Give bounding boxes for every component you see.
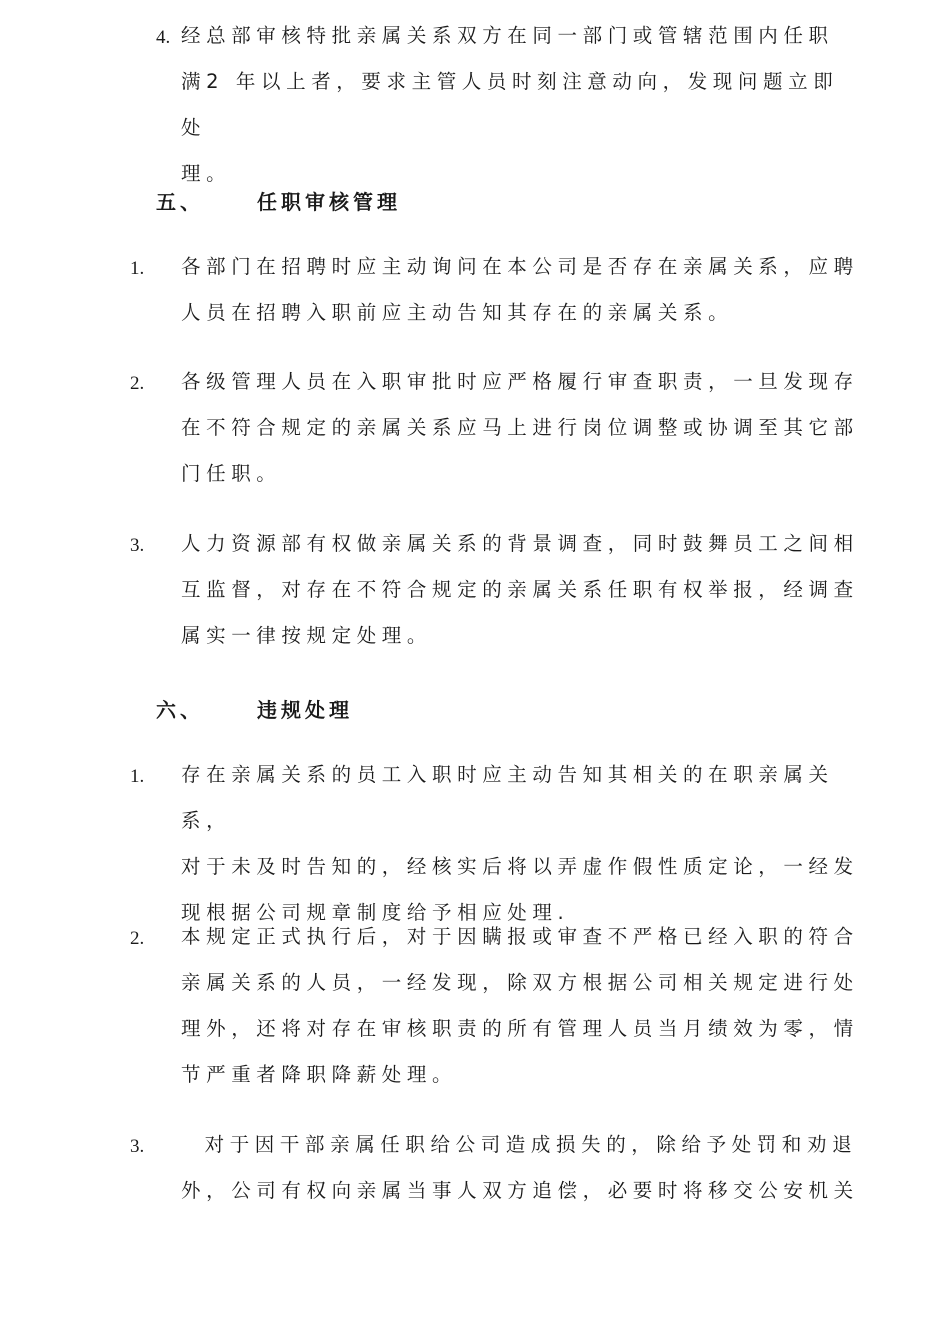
paragraph-line: 本规定正式执行后，对于因瞒报或审查不严格已经入职的符合 <box>181 925 859 948</box>
item-number: 1. <box>130 258 145 279</box>
paragraph-line: 经总部审核特批亲属关系双方在同一部门或管辖范围内任职 <box>181 24 834 47</box>
paragraph-line: 属实一律按规定处理。 <box>181 624 433 647</box>
paragraph <box>181 359 861 497</box>
paragraph <box>181 752 881 936</box>
paragraph <box>181 13 861 197</box>
paragraph-line: 人员在招聘入职前应主动告知其存在的亲属关系。 <box>181 301 734 324</box>
paragraph-line: 各部门在招聘时应主动询问在本公司是否存在亲属关系，应聘 <box>181 255 859 278</box>
paragraph-line: 互监督，对存在不符合规定的亲属关系任职有权举报，经调查 <box>181 578 859 601</box>
paragraph-line: 亲属关系的人员，一经发现，除双方根据公司相关规定进行处 <box>181 971 859 994</box>
section-number: 五、 <box>156 190 204 214</box>
paragraph-line: 现根据公司规章制度给予相应处理. <box>181 901 570 924</box>
paragraph-line: 各级管理人员在入职审批时应严格履行审查职责，一旦发现存 <box>181 370 859 393</box>
paragraph-line: 外，公司有权向亲属当事人双方追偿，必要时将移交公安机关 <box>181 1179 859 1202</box>
paragraph <box>181 521 861 659</box>
paragraph-line: 理外，还将对存在审核职责的所有管理人员当月绩效为零，情 <box>181 1017 859 1040</box>
paragraph <box>181 1122 861 1214</box>
paragraph-line: 满2 年以上者，要求主管人员时刻注意动向，发现问题立即处 <box>181 70 839 139</box>
paragraph-line: 节严重者降职降薪处理。 <box>181 1063 458 1086</box>
paragraph-line: 人力资源部有权做亲属关系的背景调查，同时鼓舞员工之间相 <box>181 532 859 555</box>
paragraph-line: 理。 <box>181 162 232 185</box>
section-heading: 任职审核管理 <box>257 190 401 214</box>
paragraph <box>181 914 861 1098</box>
paragraph-line: 门任职。 <box>181 462 282 485</box>
paragraph-line: 在不符合规定的亲属关系应马上进行岗位调整或协调至其它部 <box>181 416 859 439</box>
section-heading: 违规处理 <box>257 698 353 722</box>
item-number: 2. <box>130 928 145 949</box>
item-number: 3. <box>130 1136 145 1157</box>
item-number: 2. <box>130 373 145 394</box>
section-number: 六、 <box>156 698 204 722</box>
paragraph-line: 对于未及时告知的，经核实后将以弄虚作假性质定论，一经发 <box>181 855 859 878</box>
item-number: 1. <box>130 766 145 787</box>
paragraph-line: 对于因干部亲属任职给公司造成损失的，除给予处罚和劝退 <box>181 1133 858 1156</box>
paragraph <box>181 244 861 336</box>
item-number: 4. <box>156 27 171 48</box>
paragraph-line: 存在亲属关系的员工入职时应主动告知其相关的在职亲属关系， <box>181 763 834 832</box>
item-number: 3. <box>130 535 145 556</box>
